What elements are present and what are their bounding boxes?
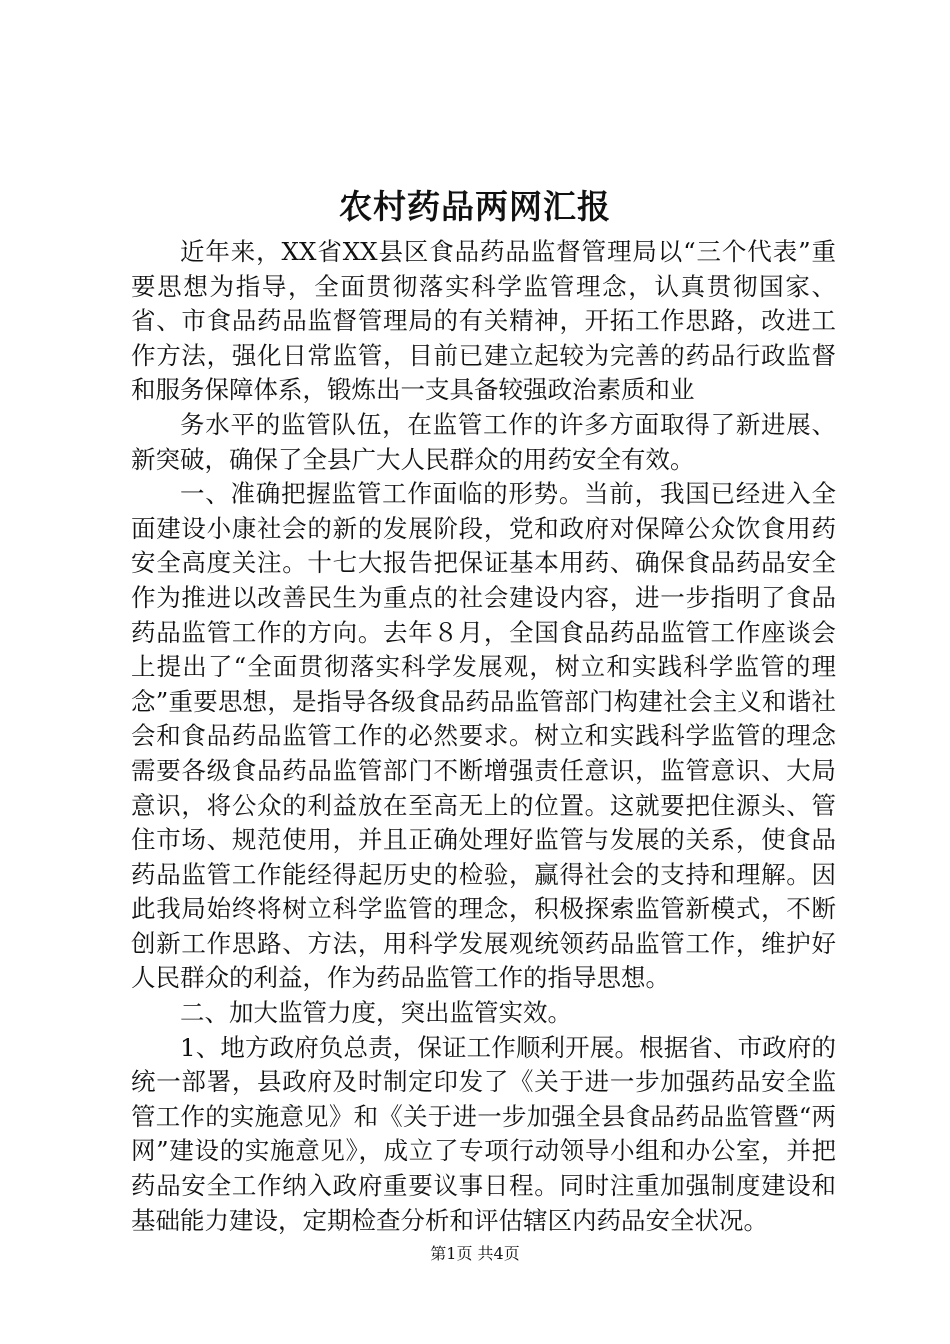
document-body: [131, 235, 836, 1238]
paragraph-section-2-item-1: 1、地方政府负总责，保证工作顺利开展。根据省、市政府的统一部署，县政府及时制定印发了《关于进一步加强药品安全监管工作的实施意见》和《关于进一步加强全县食品药品监管暨“两网”建设的实施意见》，成立了专项行动领导小组和办公室，并把药品安全工作纳入政府重要议事日程。同时注重加强制度建设和基础能力建设，定期检查分析和评估辖区内药品安全状况。: [131, 1032, 836, 1235]
paragraph-section-1: 一、准确把握监管工作面临的形势。当前，我国已经进入全面建设小康社会的新的发展阶段，党和政府对保障公众饮食用药安全高度关注。十七大报告把保证基本用药、确保食品药品安全作为推进以改善民生为重点的社会建设内容，进一步指明了食品药品监管工作的方向。去年８月，全国食品药品监管工作座谈会上提出了“全面贯彻落实科学发展观，树立和实践科学监管的理念”重要思想，是指导各级食品药品监管部门构建社会主义和谐社会和食品药品监管工作的必然要求。树立和实践科学监管的理念需要各级食品药品监管部门不断增强责任意识，监管意识、大局意识，将公众的利益放在至高无上的位置。这就要把住源头、管住市场、规范使用，并且正确处理好监管与发展的关系，使食品药品监管工作能经得起历史的检验，赢得社会的支持和理解。因此我局始终将树立科学监管的理念，积极探索监管新模式，不断创新工作思路、方法，用科学发展观统领药品监管工作，维护好人民群众的利益，作为药品监管工作的指导思想。: [131, 479, 836, 993]
page-number-footer: 第1页 共4页: [430, 1244, 520, 1263]
paragraph-section-2-heading: 二、加大监管力度，突出监管实效。: [180, 998, 572, 1028]
paragraph-intro: 近年来，XX省XX县区食品药品监督管理局以“三个代表”重要思想为指导，全面贯彻落实科学监管理念，认真贯彻国家、省、市食品药品监督管理局的有关精神，开拓工作思路，改进工作方法，强化日常监管，目前已建立起较为完善的药品行政监督和服务保障体系，锻炼出一支具备较强政治素质和业: [131, 237, 836, 405]
document-title: 农村药品两网汇报: [339, 187, 611, 226]
paragraph-intro-continued: 务水平的监管队伍，在监管工作的许多方面取得了新进展、新突破，确保了全县广大人民群众的用药安全有效。: [131, 409, 836, 474]
